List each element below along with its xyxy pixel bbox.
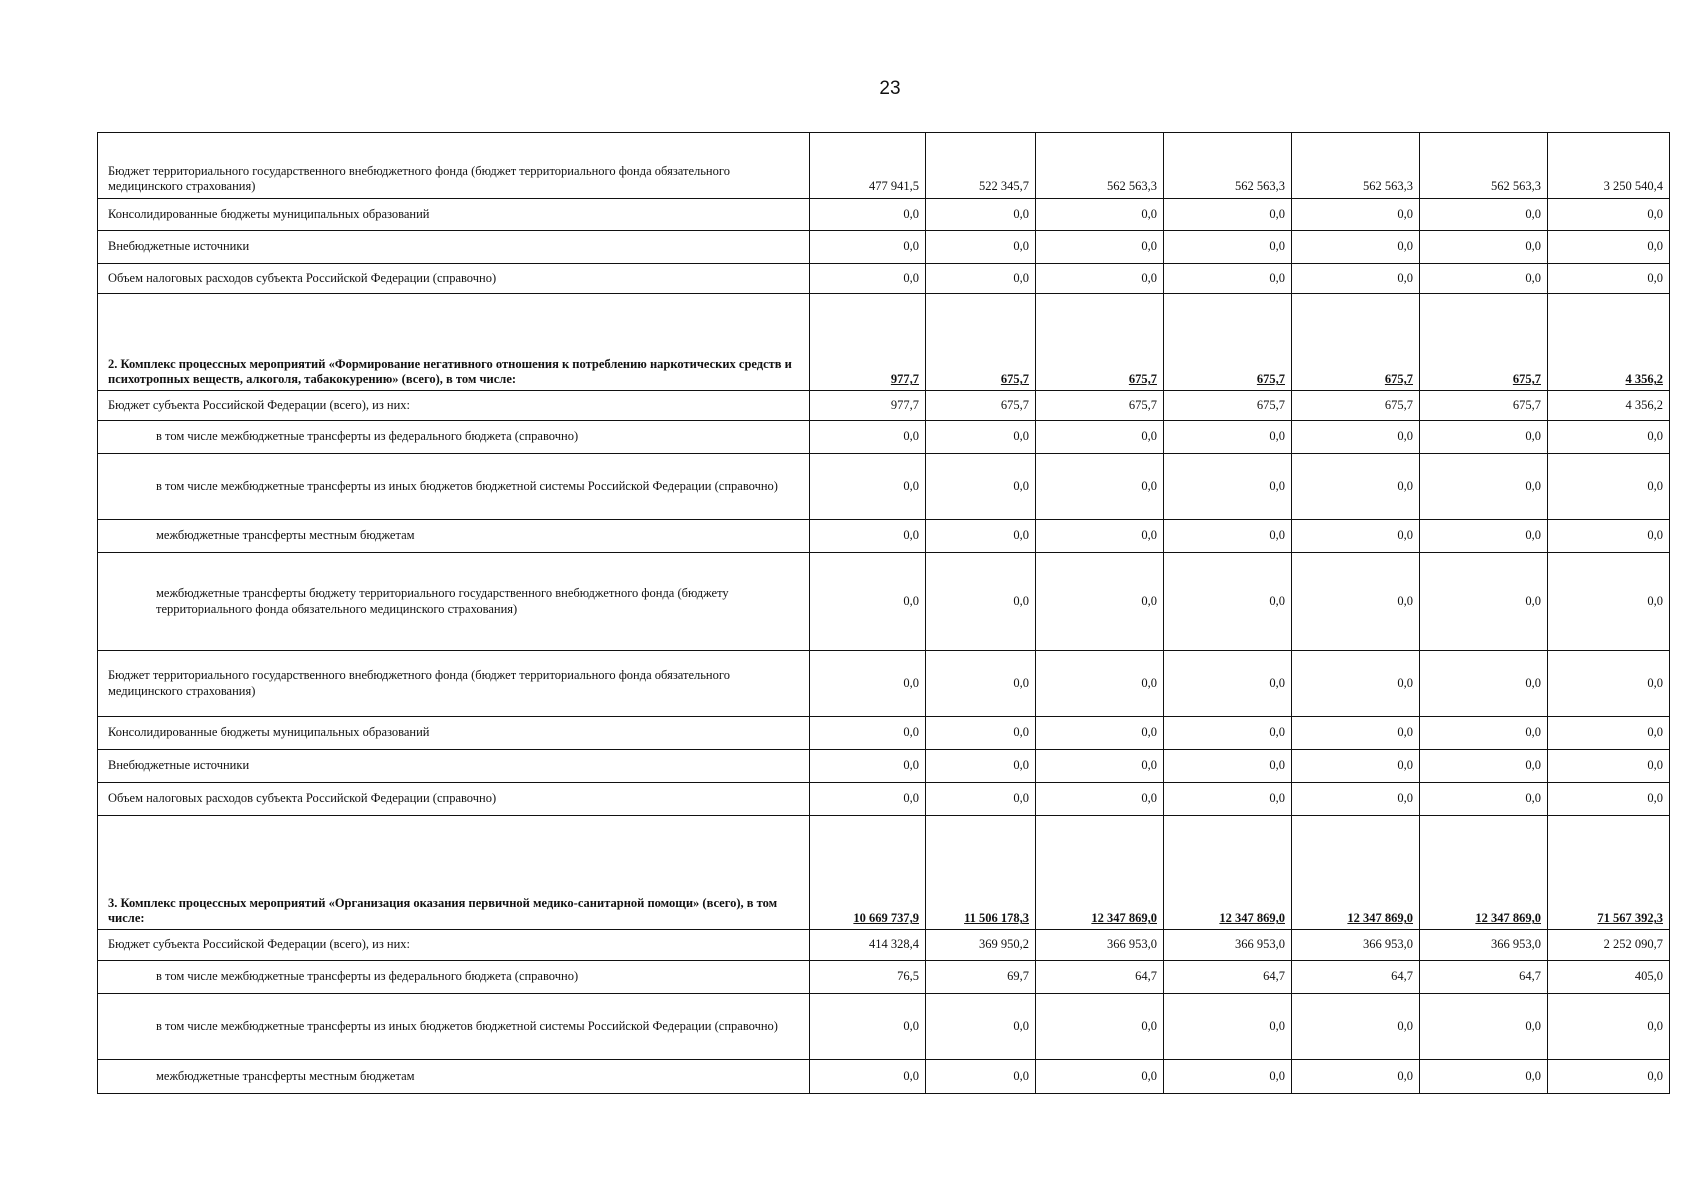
row-total-cell: 0,0 [1548, 520, 1670, 553]
row-value-cell: 675,7 [926, 391, 1036, 421]
row-value-cell: 675,7 [1420, 294, 1548, 391]
table-row [98, 553, 1670, 651]
row-value-cell: 366 953,0 [1164, 930, 1292, 961]
row-description: Объем налоговых расходов субъекта Российской Федерации (справочно) [98, 783, 810, 816]
row-value-cell: 675,7 [1292, 294, 1420, 391]
row-value-cell: 0,0 [926, 750, 1036, 783]
table-section-header-row [98, 816, 1670, 930]
row-value-cell: 0,0 [810, 783, 926, 816]
row-value-cell: 0,0 [926, 1060, 1036, 1094]
row-description: Бюджет территориального государственного внебюджетного фонда (бюджет территориального фонда обязательного медицинского страхования) [98, 651, 810, 717]
table-row [98, 520, 1670, 553]
row-description: в том числе межбюджетные трансферты из федерального бюджета (справочно) [98, 421, 810, 454]
row-value-cell: 0,0 [1036, 264, 1164, 294]
row-value-cell: 0,0 [810, 454, 926, 520]
row-description: Консолидированные бюджеты муниципальных образований [98, 717, 810, 750]
row-value-cell: 0,0 [1036, 750, 1164, 783]
row-value-cell: 0,0 [1292, 421, 1420, 454]
row-value-cell: 0,0 [1420, 994, 1548, 1060]
row-value-cell: 0,0 [810, 750, 926, 783]
row-description: межбюджетные трансферты бюджету территориального государственного внебюджетного фонда (бюджету территориального фонда обязательного медицинского страхования) [98, 553, 810, 651]
row-value-cell: 0,0 [1036, 994, 1164, 1060]
row-value-cell: 562 563,3 [1292, 133, 1420, 199]
row-value-cell: 0,0 [810, 231, 926, 264]
row-value-cell: 0,0 [810, 553, 926, 651]
row-value-cell: 977,7 [810, 391, 926, 421]
row-value-cell: 0,0 [1036, 231, 1164, 264]
row-value-cell: 64,7 [1036, 961, 1164, 994]
row-value-cell: 522 345,7 [926, 133, 1036, 199]
row-value-cell: 366 953,0 [1292, 930, 1420, 961]
row-value-cell: 675,7 [1292, 391, 1420, 421]
budget-table [97, 132, 1670, 1094]
row-value-cell: 0,0 [1036, 783, 1164, 816]
row-value-cell: 0,0 [1292, 750, 1420, 783]
table-row [98, 750, 1670, 783]
row-value-cell: 0,0 [1292, 994, 1420, 1060]
table-row [98, 133, 1670, 199]
row-value-cell: 0,0 [1036, 421, 1164, 454]
row-value-cell: 0,0 [1036, 454, 1164, 520]
row-value-cell: 369 950,2 [926, 930, 1036, 961]
row-value-cell: 0,0 [926, 454, 1036, 520]
row-value-cell: 0,0 [926, 231, 1036, 264]
row-value-cell: 0,0 [926, 783, 1036, 816]
row-value-cell: 0,0 [926, 264, 1036, 294]
row-value-cell: 12 347 869,0 [1164, 816, 1292, 930]
table-row [98, 391, 1670, 421]
row-value-cell: 0,0 [1420, 231, 1548, 264]
row-value-cell: 0,0 [1420, 783, 1548, 816]
row-value-cell: 0,0 [1164, 651, 1292, 717]
table-row [98, 930, 1670, 961]
row-value-cell: 0,0 [810, 994, 926, 1060]
row-value-cell: 76,5 [810, 961, 926, 994]
row-description: Внебюджетные источники [98, 231, 810, 264]
table-body [98, 133, 1670, 1094]
row-value-cell: 0,0 [1036, 553, 1164, 651]
table-row [98, 994, 1670, 1060]
row-value-cell: 0,0 [1164, 421, 1292, 454]
row-value-cell: 0,0 [1292, 199, 1420, 231]
row-value-cell: 0,0 [1036, 199, 1164, 231]
row-value-cell: 0,0 [1292, 783, 1420, 816]
row-value-cell: 0,0 [1036, 520, 1164, 553]
row-value-cell: 0,0 [1164, 994, 1292, 1060]
row-value-cell: 977,7 [810, 294, 926, 391]
table-row [98, 1060, 1670, 1094]
row-value-cell: 0,0 [810, 1060, 926, 1094]
row-total-cell: 2 252 090,7 [1548, 930, 1670, 961]
page-number: 23 [879, 78, 901, 99]
row-description: межбюджетные трансферты местным бюджетам [98, 1060, 810, 1094]
row-total-cell: 405,0 [1548, 961, 1670, 994]
row-value-cell: 0,0 [1420, 520, 1548, 553]
row-description: Бюджет субъекта Российской Федерации (всего), из них: [98, 391, 810, 421]
row-description: 2. Комплекс процессных мероприятий «Формирование негативного отношения к потреблению наркотических средств и психотропных веществ, алкоголя, табакокурению» (всего), в том числе: [98, 294, 810, 391]
row-value-cell: 0,0 [1036, 717, 1164, 750]
row-value-cell: 0,0 [1292, 264, 1420, 294]
row-value-cell: 0,0 [1420, 553, 1548, 651]
row-value-cell: 0,0 [1164, 1060, 1292, 1094]
row-total-cell: 0,0 [1548, 454, 1670, 520]
row-value-cell: 562 563,3 [1420, 133, 1548, 199]
table-row [98, 421, 1670, 454]
row-value-cell: 0,0 [1292, 717, 1420, 750]
row-value-cell: 0,0 [1036, 651, 1164, 717]
row-value-cell: 0,0 [1164, 750, 1292, 783]
row-description: Консолидированные бюджеты муниципальных образований [98, 199, 810, 231]
row-value-cell: 675,7 [1164, 294, 1292, 391]
row-total-cell: 0,0 [1548, 1060, 1670, 1094]
row-value-cell: 10 669 737,9 [810, 816, 926, 930]
row-total-cell: 0,0 [1548, 264, 1670, 294]
row-value-cell: 0,0 [1420, 199, 1548, 231]
row-value-cell: 0,0 [810, 199, 926, 231]
row-value-cell: 64,7 [1292, 961, 1420, 994]
row-value-cell: 562 563,3 [1164, 133, 1292, 199]
row-value-cell: 477 941,5 [810, 133, 926, 199]
row-value-cell: 0,0 [1420, 421, 1548, 454]
row-description: Внебюджетные источники [98, 750, 810, 783]
row-value-cell: 0,0 [1036, 1060, 1164, 1094]
row-value-cell: 0,0 [926, 553, 1036, 651]
row-value-cell: 0,0 [1164, 454, 1292, 520]
row-value-cell: 0,0 [1164, 783, 1292, 816]
row-value-cell: 0,0 [926, 717, 1036, 750]
row-total-cell: 0,0 [1548, 553, 1670, 651]
row-total-cell: 4 356,2 [1548, 391, 1670, 421]
row-value-cell: 0,0 [1420, 750, 1548, 783]
row-value-cell: 0,0 [1164, 264, 1292, 294]
row-total-cell: 3 250 540,4 [1548, 133, 1670, 199]
row-value-cell: 0,0 [926, 651, 1036, 717]
row-value-cell: 0,0 [810, 264, 926, 294]
row-description: в том числе межбюджетные трансферты из иных бюджетов бюджетной системы Российской Федерации (справочно) [98, 454, 810, 520]
row-value-cell: 675,7 [1420, 391, 1548, 421]
row-total-cell: 0,0 [1548, 717, 1670, 750]
row-description: Бюджет субъекта Российской Федерации (всего), из них: [98, 930, 810, 961]
row-total-cell: 0,0 [1548, 651, 1670, 717]
row-value-cell: 0,0 [1292, 520, 1420, 553]
row-total-cell: 0,0 [1548, 750, 1670, 783]
row-value-cell: 64,7 [1164, 961, 1292, 994]
row-value-cell: 675,7 [926, 294, 1036, 391]
table-row [98, 717, 1670, 750]
row-value-cell: 69,7 [926, 961, 1036, 994]
row-total-cell: 71 567 392,3 [1548, 816, 1670, 930]
row-value-cell: 0,0 [1164, 199, 1292, 231]
row-total-cell: 4 356,2 [1548, 294, 1670, 391]
row-value-cell: 12 347 869,0 [1420, 816, 1548, 930]
row-description: Объем налоговых расходов субъекта Российской Федерации (справочно) [98, 264, 810, 294]
table-row [98, 199, 1670, 231]
row-value-cell: 0,0 [1292, 231, 1420, 264]
row-value-cell: 366 953,0 [1036, 930, 1164, 961]
row-value-cell: 0,0 [926, 520, 1036, 553]
row-value-cell: 0,0 [926, 421, 1036, 454]
row-value-cell: 0,0 [1292, 1060, 1420, 1094]
row-value-cell: 0,0 [926, 994, 1036, 1060]
row-total-cell: 0,0 [1548, 994, 1670, 1060]
row-value-cell: 12 347 869,0 [1036, 816, 1164, 930]
row-value-cell: 0,0 [1292, 651, 1420, 717]
row-value-cell: 0,0 [1420, 717, 1548, 750]
row-value-cell: 0,0 [1164, 553, 1292, 651]
row-value-cell: 0,0 [810, 520, 926, 553]
row-value-cell: 675,7 [1036, 391, 1164, 421]
row-value-cell: 414 328,4 [810, 930, 926, 961]
row-value-cell: 675,7 [1164, 391, 1292, 421]
table-row [98, 651, 1670, 717]
row-description: 3. Комплекс процессных мероприятий «Организация оказания первичной медико-санитарной помощи» (всего), в том числе: [98, 816, 810, 930]
row-value-cell: 12 347 869,0 [1292, 816, 1420, 930]
row-description: в том числе межбюджетные трансферты из иных бюджетов бюджетной системы Российской Федерации (справочно) [98, 994, 810, 1060]
table-section-header-row [98, 294, 1670, 391]
row-value-cell: 0,0 [1420, 454, 1548, 520]
row-value-cell: 0,0 [810, 717, 926, 750]
table-row [98, 961, 1670, 994]
row-value-cell: 0,0 [1164, 231, 1292, 264]
row-total-cell: 0,0 [1548, 231, 1670, 264]
table-row [98, 454, 1670, 520]
row-value-cell: 0,0 [1164, 520, 1292, 553]
row-value-cell: 0,0 [810, 421, 926, 454]
row-value-cell: 0,0 [1420, 264, 1548, 294]
row-description: Бюджет территориального государственного внебюджетного фонда (бюджет территориального фонда обязательного медицинского страхования) [98, 133, 810, 199]
row-description: межбюджетные трансферты местным бюджетам [98, 520, 810, 553]
row-total-cell: 0,0 [1548, 421, 1670, 454]
row-value-cell: 0,0 [1420, 651, 1548, 717]
row-value-cell: 366 953,0 [1420, 930, 1548, 961]
row-total-cell: 0,0 [1548, 199, 1670, 231]
row-value-cell: 64,7 [1420, 961, 1548, 994]
row-value-cell: 11 506 178,3 [926, 816, 1036, 930]
row-value-cell: 562 563,3 [1036, 133, 1164, 199]
table-row [98, 783, 1670, 816]
table-row [98, 231, 1670, 264]
row-total-cell: 0,0 [1548, 783, 1670, 816]
row-value-cell: 0,0 [1164, 717, 1292, 750]
row-value-cell: 0,0 [1292, 454, 1420, 520]
row-value-cell: 0,0 [1420, 1060, 1548, 1094]
row-value-cell: 0,0 [1292, 553, 1420, 651]
row-description: в том числе межбюджетные трансферты из федерального бюджета (справочно) [98, 961, 810, 994]
row-value-cell: 675,7 [1036, 294, 1164, 391]
row-value-cell: 0,0 [810, 651, 926, 717]
row-value-cell: 0,0 [926, 199, 1036, 231]
table-row [98, 264, 1670, 294]
